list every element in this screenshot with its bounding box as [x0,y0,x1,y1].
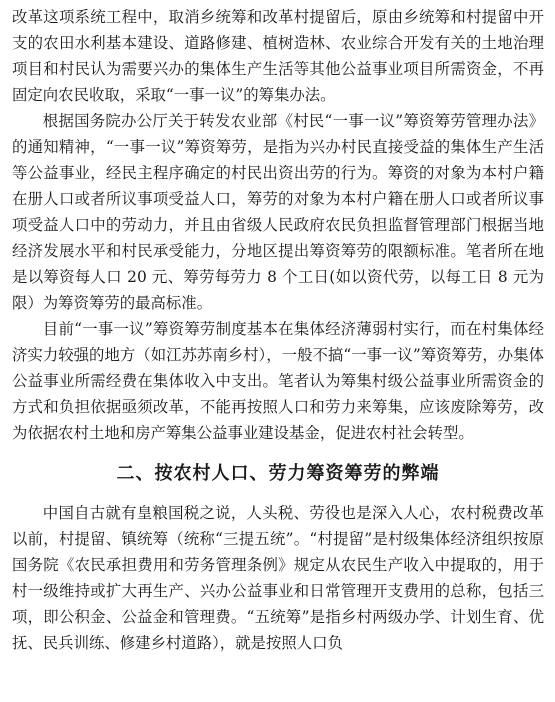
document-page [12,4,544,656]
paragraph-4: 中国自古就有皇粮国税之说，人头税、劳役也是深入人心，农村税费改革以前，村提留、镇统筹（统称“三提五统”。“村提留”是村级集体经济组织按原国务院《农民承担费用和劳务管理条例》规定从农民生产收入中提取的，用于村一级维持或扩大再生产、兴办公益事业和日常管理开支费用的总称，包括三项，即公积金、公益金和管理费。“五统筹”是指乡村两级办学、计划生育、优抚、民兵训练、修建乡村道路），就是按照人口负 [12,504,544,652]
paragraph-3: 目前“一事一议”筹资筹劳制度基本在集体经济薄弱村实行，而在村集体经济实力较强的地方（如江苏苏南乡村），一般不搞“一事一议”筹资筹劳，办集体公益事业所需经费在集体收入中支出。笔者认为筹集村级公益事业所需资金的方式和负担依据亟须改革，不能再按照人口和劳力来筹集，应该废除筹劳，改为依据农村土地和房产筹集公益事业建设基金，促进农村社会转型。 [12,320,544,442]
section-heading: 二、按农村人口、劳力筹资筹劳的弊端 [116,463,440,484]
paragraph-1: 改革这项系统工程中，取消乡统筹和改革村提留后，原由乡统筹和村提留中开支的农田水利基本建设、道路修建、植树造林、农业综合开发有关的土地治理项目和村民认为需要兴办的集体生产生活等其他公益事业项目所需资金，不再固定向农民收取，采取“一事一议”的筹集办法。 [12,8,544,104]
paragraph-2: 根据国务院办公厅关于转发农业部《村民“一事一议”筹资筹劳管理办法》的通知精神，“一事一议”筹资筹劳，是指为兴办村民直接受益的集体生产生活等公益事业，经民主程序确定的村民出资出劳的行为。筹资的对象为本村户籍在册人口或者所议事项受益人口，筹劳的对象为本村户籍在册人口或者所议事项受益人口中的劳动力，并且由省级人民政府农民负担监督管理部门根据当地经济发展水平和村民承受能力，分地区提出筹资筹劳的限额标准。笔者所在地是以筹资每人口 20 元、筹劳每劳力 8 个工日(如以资代劳，以每工日 8 元为限）为筹资筹劳的最高标准。 [12,112,544,312]
